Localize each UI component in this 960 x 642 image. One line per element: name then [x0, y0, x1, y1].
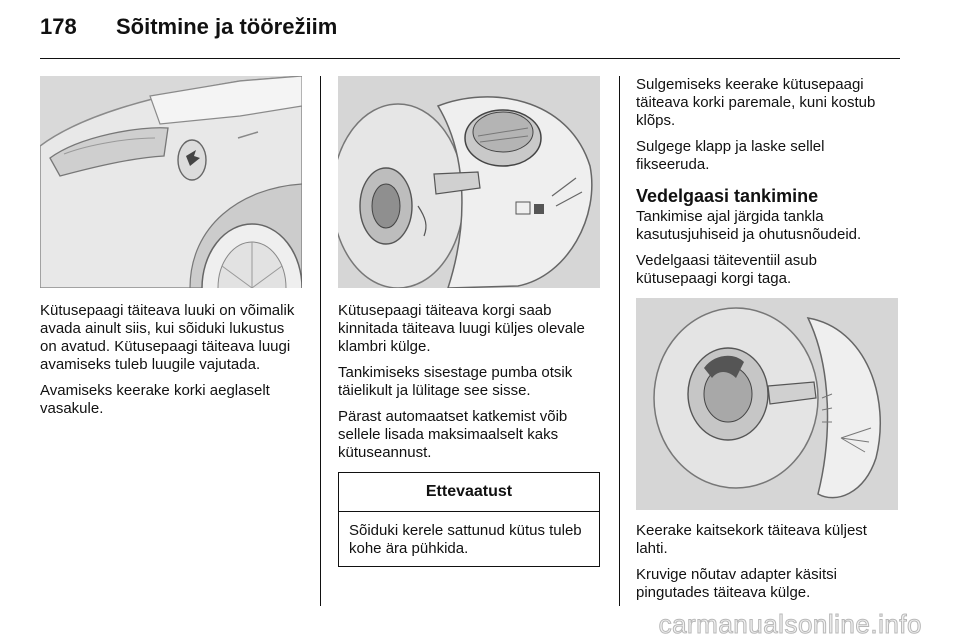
header-rule	[40, 58, 900, 59]
paragraph: Tankimise ajal järgida tankla kasutusjuhiseid ja ohutusnõudeid.	[636, 208, 862, 243]
column-divider-1	[320, 76, 321, 606]
car-rear-illustration	[40, 76, 302, 288]
paragraph: Kruvige nõutav adapter käsitsi pingutades täiteava külge.	[636, 566, 837, 601]
page-header	[40, 14, 337, 46]
paragraph: Sulgege klapp ja laske sellel fikseeruda.	[636, 138, 825, 173]
paragraph: Vedelgaasi täiteventiil asub kütusepaagi korgi taga.	[636, 252, 817, 287]
paragraph: Sulgemiseks keerake kütusepaagi täiteava korki paremale, kuni kostub klõps.	[636, 76, 876, 129]
paragraph: Kütusepaagi täiteava korgi saab kinnitada täiteava luugi küljes olevale klambri külge.	[338, 302, 585, 355]
fuel-cap-illustration	[338, 76, 600, 288]
paragraph: Keerake kaitsekork täiteava küljest lahti.	[636, 522, 867, 557]
paragraph: Kütusepaagi täiteava luuki on võimalik avada ainult siis, kui sõiduki lukustus on avatud. Kütusepaagi täiteava luugi avamiseks tuleb luugile vajutada.	[40, 302, 295, 373]
column-divider-2	[619, 76, 620, 606]
figure-car-fuel-door	[40, 76, 302, 288]
caution-text: Sõiduki kerele sattunud kütus tuleb kohe ära pühkida.	[349, 522, 582, 557]
figure-lpg-valve	[636, 298, 898, 510]
section-heading: Vedelgaasi tankimine	[636, 186, 819, 206]
figure-fuel-cap-holder	[338, 76, 600, 288]
paragraph: Avamiseks keerake korki aeglaselt vasakule.	[40, 382, 270, 417]
column-3	[636, 76, 898, 610]
paragraph: Tankimiseks sisestage pumba otsik täielikult ja lülitage see sisse.	[338, 364, 573, 399]
paragraph: Pärast automaatset katkemist võib sellele lisada maksimaalselt kaks kütuseannust.	[338, 408, 568, 461]
caution-box	[338, 472, 600, 567]
column-1	[40, 76, 302, 426]
chapter-title: Sõitmine ja töörežiim	[116, 14, 338, 39]
caution-title: Ettevaatust	[339, 473, 599, 512]
lpg-valve-illustration	[636, 298, 898, 510]
watermark: carmanualsonline.info	[658, 609, 922, 639]
column-2	[338, 76, 600, 567]
page-number: 178	[40, 14, 77, 39]
